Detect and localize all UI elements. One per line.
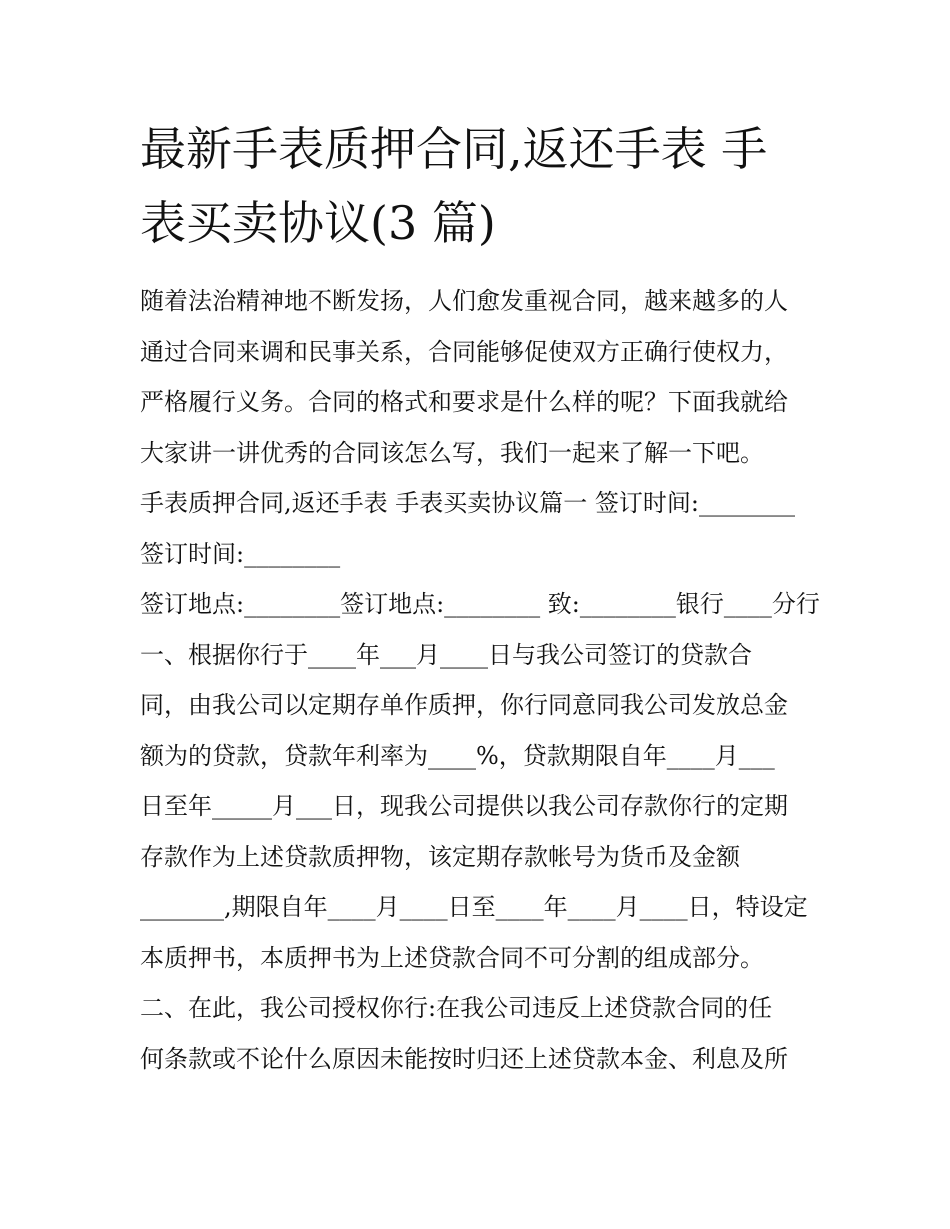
text-line: _______,期限自年____月____日至____年____月____日，特设定 (140, 893, 808, 921)
text-line: 严格履行义务。合同的格式和要求是什么样的呢？下面我就给 (140, 388, 788, 416)
text-line: 何条款或不论什么原因未能按时归还上述贷款本金、利息及所 (140, 1044, 788, 1073)
text-line: 手表质押合同,返还手表 手表买卖协议篇一 签订时间:________ (140, 489, 795, 517)
text-line: 二、在此，我公司授权你行:在我公司违反上述贷款合同的任 (140, 994, 773, 1022)
text-line: 本质押书，本质押书为上述贷款合同不可分割的组成部分。 (140, 943, 764, 972)
text-line: 通过合同来调和民事关系，合同能够促使双方正确行使权力， (140, 337, 788, 366)
text-line: 随着法治精神地不断发扬，人们愈发重视合同，越来越多的人 (140, 287, 788, 315)
text-line: 日至年_____月___日，现我公司提供以我公司存款你行的定期 (140, 792, 788, 820)
text-line: 签订时间:________ (140, 539, 341, 568)
text-line: 一、根据你行于____年___月____日与我公司签订的贷款合 (140, 640, 752, 669)
text-line: 额为的贷款，贷款年利率为____%，贷款期限自年____月___ (140, 741, 775, 770)
title-line: 表买卖协议(3 篇) (140, 196, 496, 250)
document-page (140, 112, 820, 1084)
text-line: 同，由我公司以定期存单作质押，你行同意同我公司发放总金 (140, 691, 788, 719)
title-line: 最新手表质押合同,返还手表 手 (140, 122, 768, 176)
text-line: 大家讲一讲优秀的合同该怎么写，我们一起来了解一下吧。 (140, 438, 764, 467)
document-title (140, 112, 815, 260)
text-line: 签订地点:________签订地点:________ 致:________银行____分行 (140, 590, 820, 618)
text-line: 存款作为上述贷款质押物，该定期存款帐号为货币及金额 (140, 842, 740, 871)
document-body (140, 276, 820, 1084)
